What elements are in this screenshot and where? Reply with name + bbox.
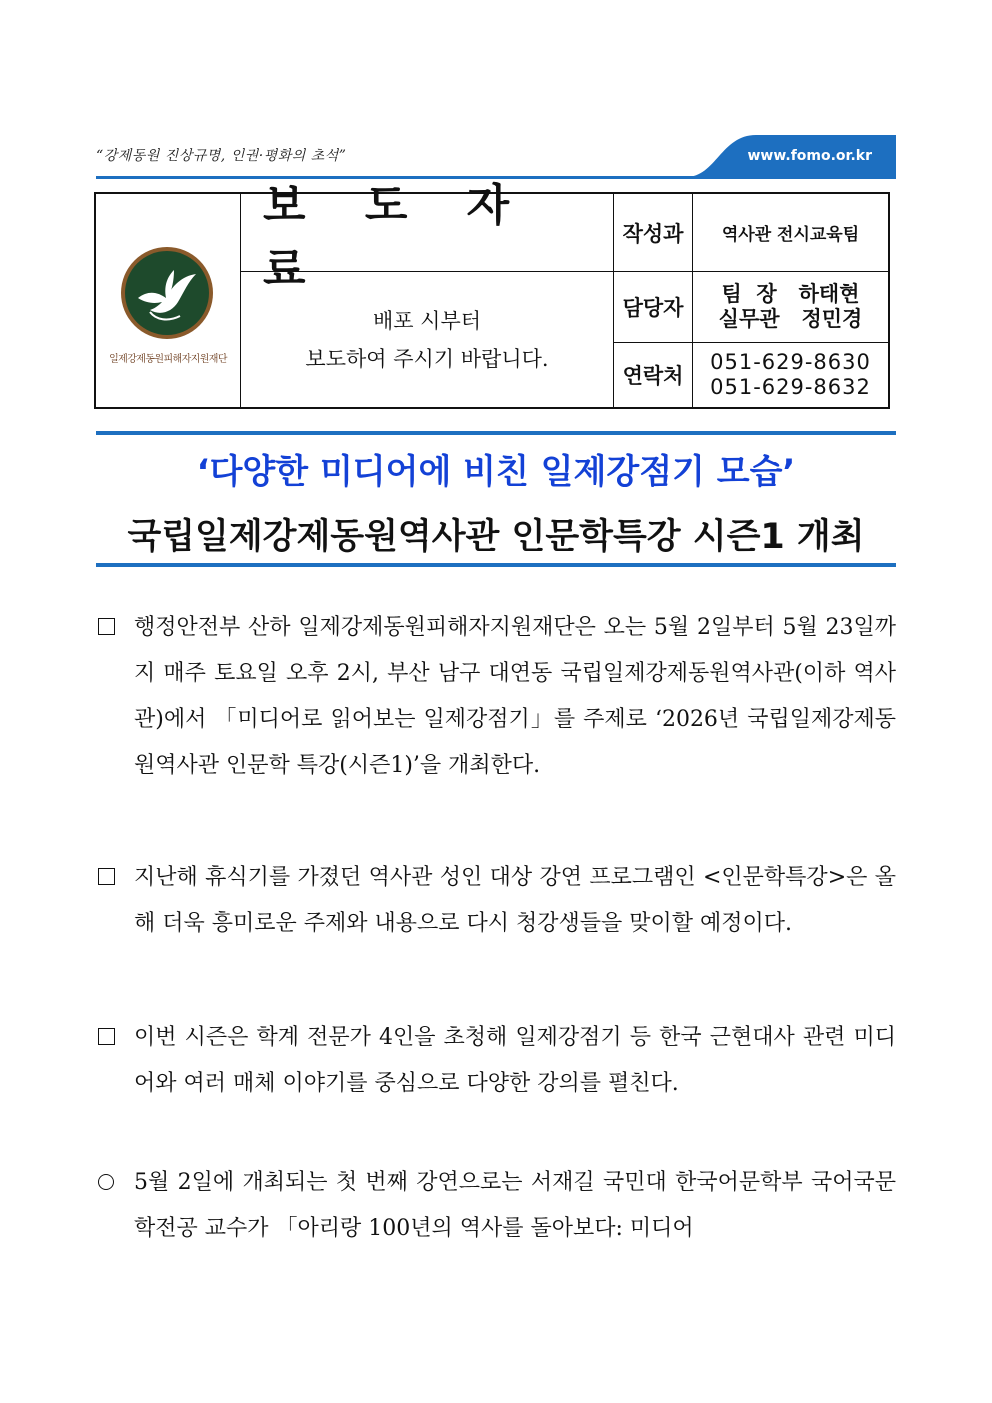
foundation-name: 일제강제동원피해자지원재단: [109, 354, 227, 365]
slogan: “강제동원 진상규명, 인권·평화의 초석”: [96, 148, 347, 164]
embargo-line: 배포 시부터: [372, 309, 482, 333]
body-paragraph: [96, 1160, 896, 1252]
body-paragraph: [96, 1015, 896, 1107]
headline-title: 국립일제강제동원역사관 인문학특강 시즌1 개최: [127, 517, 865, 557]
author-dept-label: 작성과: [622, 221, 684, 246]
paragraph-text: 행정안전부 산하 일제강제동원피해자지원재단은 오는 5월 2일부터 5월 23일까지 매주 토요일 오후 2시, 부산 남구 대연동 국립일제강제동원역사관(이하 역사관)에서 「미디어로 읽어보는 일제강점기」를 주제로 ‘2026년 국립일제강제동원역사관 인문학 특강(시즌1)’을 개최한다.: [134, 615, 896, 778]
logo-block: [96, 194, 240, 407]
document-type-cell: [241, 179, 613, 295]
checkbox-bullet-icon: [96, 1015, 122, 1061]
phone-value: [693, 343, 888, 407]
body-paragraph: [96, 605, 896, 789]
paragraph-text: 지난해 휴식기를 가졌던 역사관 성인 대상 강연 프로그램인 <인문학특강>은 올해 더욱 흥미로운 주제와 내용으로 다시 청강생들을 맞이할 예정이다.: [134, 865, 896, 936]
contact-person-label: 담당자: [622, 296, 684, 320]
document-type-title: 보 도 자 료: [263, 179, 532, 295]
phone-number: 051-629-8630: [710, 350, 871, 374]
website-link[interactable]: www.fomo.or.kr: [747, 148, 872, 164]
contact-person-value: [693, 272, 888, 342]
phone-number: 051-629-8632: [710, 375, 871, 399]
circle-bullet-icon: [96, 1160, 122, 1206]
headline-bottom-rule: [96, 563, 896, 567]
checkbox-bullet-icon: [96, 855, 122, 901]
paragraph-text: 이번 시즌은 학계 전문가 4인을 초청해 일제강점기 등 한국 근현대사 관련 미디어와 여러 매체 이야기를 중심으로 다양한 강의를 펼친다.: [134, 1025, 896, 1096]
embargo-notice: [241, 272, 613, 407]
staff-name: 팀 장 하태현: [721, 282, 860, 306]
phone-label: 연락처: [622, 364, 684, 388]
press-info-table: [94, 179, 890, 409]
body-paragraph: [96, 855, 896, 947]
staff-name: 실무관 정민경: [718, 307, 863, 331]
paragraph-text: 5월 2일에 개최되는 첫 번째 강연으로는 서재길 국민대 한국어문학부 국어국문학전공 교수가 「아리랑 100년의 역사를 돌아보다: 미디어: [134, 1170, 896, 1241]
author-dept-value: [693, 194, 888, 271]
dept-name: 역사관 전시교육팀: [721, 225, 860, 245]
headline-subtitle: ‘다양한 미디어에 비친 일제강점기 모습’: [196, 452, 796, 492]
checkbox-bullet-icon: [96, 605, 122, 651]
embargo-line: 보도하여 주시기 바랍니다.: [305, 347, 549, 371]
headline-top-rule: [96, 431, 896, 435]
foundation-logo-icon: [120, 246, 214, 340]
